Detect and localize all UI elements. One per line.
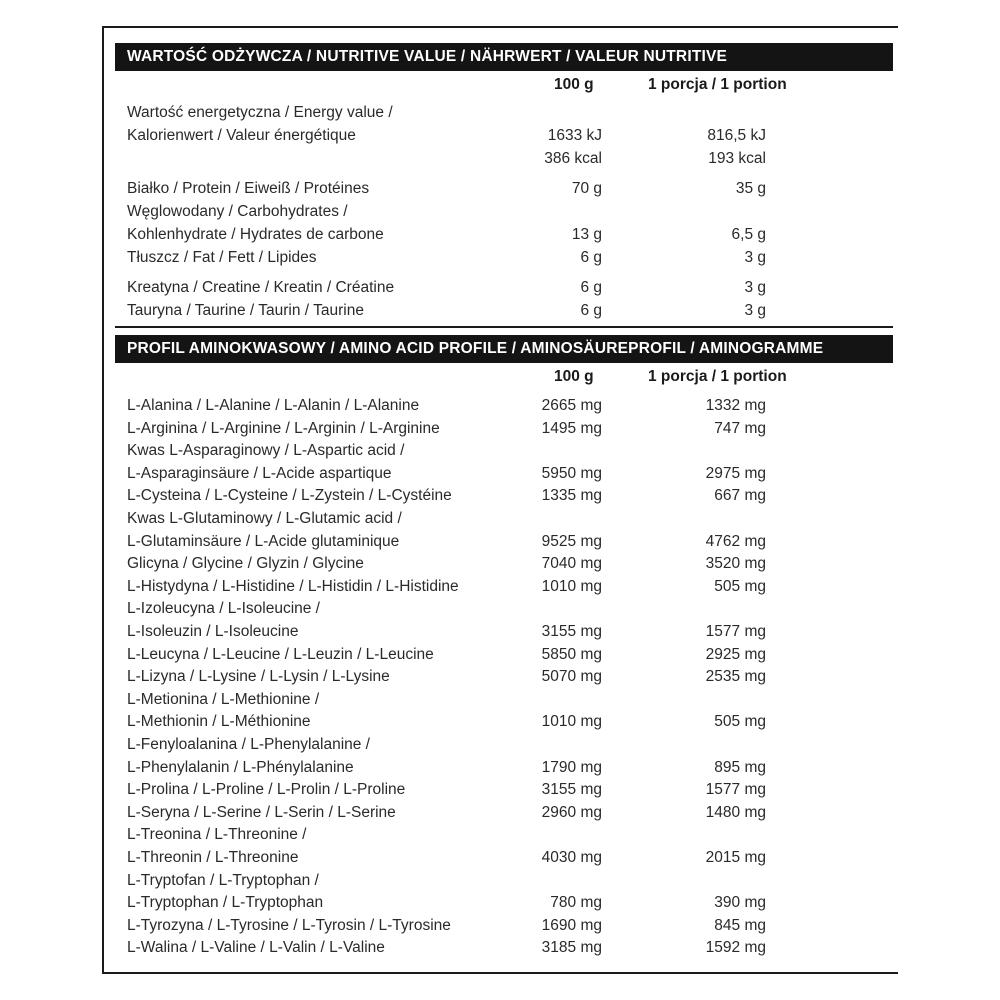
amino-row-value-portion: 895 mg — [714, 758, 766, 776]
amino-row-label: L-Alanina / L-Alanine / L-Alanin / L-Alanine — [127, 397, 420, 414]
amino-row-value-portion: 2975 mg — [705, 464, 766, 482]
taurine-portion: 3 g — [744, 302, 766, 319]
amino-row-value-portion: 390 mg — [714, 894, 766, 912]
amino-row-label: L-Prolina / L-Proline / L-Prolin / L-Proline — [127, 781, 406, 799]
energy-kcal-100g: 386 kcal — [544, 150, 602, 167]
amino-row-value-100g: 4030 mg — [541, 849, 602, 866]
amino-row-value-portion: 1592 mg — [705, 939, 766, 957]
amino-row-value-100g: 7040 mg — [541, 555, 602, 573]
amino-row-label: Kwas L-Asparaginowy / L-Aspartic acid / — [127, 442, 405, 460]
amino-row-value-portion: 505 mg — [714, 713, 766, 731]
amino-row-value-100g: 3155 mg — [541, 781, 602, 799]
amino-row-value-100g: 1495 mg — [541, 419, 602, 437]
amino-row-value-100g: 5850 mg — [541, 645, 602, 663]
amino-row-value-100g: 1690 mg — [541, 916, 602, 934]
protein-portion: 35 g — [735, 180, 766, 197]
energy-kj-portion: 816,5 kJ — [707, 127, 766, 144]
amino-row-label: L-Fenyloalanina / L-Phenylalanine / — [127, 736, 370, 753]
amino-col-portion-header: 1 porcja / 1 portion — [648, 368, 787, 385]
amino-row-label: L-Isoleuzin / L-Isoleucine — [127, 623, 299, 640]
amino-row-value-portion: 3520 mg — [705, 555, 766, 573]
amino-row-value-100g: 2960 mg — [541, 803, 602, 821]
col-portion-header: 1 porcja / 1 portion — [648, 76, 787, 93]
amino-row-label: L-Metionina / L-Methionine / — [127, 690, 320, 708]
amino-row-value-portion: 1480 mg — [705, 803, 766, 821]
col-100g-header: 100 g — [554, 76, 594, 93]
energy-label-line1: Wartość energetyczna / Energy value / — [127, 104, 393, 121]
amino-col-100g-header: 100 g — [554, 368, 594, 385]
amino-row-label: L-Asparaginsäure / L-Acide aspartique — [127, 464, 392, 482]
amino-row-value-100g: 3185 mg — [541, 939, 602, 957]
amino-row-value-portion: 1577 mg — [705, 781, 766, 799]
amino-row-value-portion: 845 mg — [714, 916, 766, 934]
amino-row-value-portion: 747 mg — [714, 419, 766, 437]
amino-row-value-portion: 4762 mg — [705, 532, 766, 550]
amino-row-value-portion: 505 mg — [714, 577, 766, 595]
amino-row-label: L-Histydyna / L-Histidine / L-Histidin / L-Histidine — [127, 577, 459, 595]
amino-row-label: Kwas L-Glutaminowy / L-Glutamic acid / — [127, 510, 402, 527]
amino-row-label: L-Threonin / L-Threonine — [127, 849, 299, 866]
amino-row-value-100g: 5950 mg — [541, 464, 602, 482]
fat-100g: 6 g — [580, 249, 602, 266]
energy-label-line2: Kalorienwert / Valeur énergétique — [127, 127, 356, 144]
amino-row-label: L-Cysteina / L-Cysteine / L-Zystein / L-Cystéine — [127, 487, 452, 505]
energy-kcal-portion: 193 kcal — [708, 150, 766, 167]
amino-row-label: L-Tryptofan / L-Tryptophan / — [127, 871, 319, 889]
creatine-label: Kreatyna / Creatine / Kreatin / Créatine — [127, 279, 395, 296]
amino-row-value-100g: 1010 mg — [541, 713, 602, 731]
amino-row-label: L-Treonina / L-Threonine / — [127, 826, 307, 844]
amino-row-label: L-Arginina / L-Arginine / L-Arginin / L-Arginine — [127, 419, 440, 437]
amino-row-value-100g: 1335 mg — [541, 487, 602, 505]
amino-row-value-portion: 2015 mg — [705, 849, 766, 866]
creatine-100g: 6 g — [580, 279, 602, 296]
amino-row-value-100g: 780 mg — [550, 894, 602, 912]
fat-portion: 3 g — [744, 249, 766, 266]
amino-row-label: L-Izoleucyna / L-Isoleucine / — [127, 600, 320, 618]
amino-row-label: L-Walina / L-Valine / L-Valin / L-Valine — [127, 939, 385, 957]
amino-row-value-portion: 667 mg — [714, 487, 766, 505]
amino-row-label: L-Methionin / L-Méthionine — [127, 713, 311, 731]
taurine-100g: 6 g — [580, 302, 602, 319]
amino-row-label: L-Lizyna / L-Lysine / L-Lysin / L-Lysine — [127, 668, 390, 686]
amino-row-value-100g: 5070 mg — [541, 668, 602, 686]
protein-label: Białko / Protein / Eiweiß / Protéines — [127, 180, 370, 197]
amino-row-value-100g: 2665 mg — [541, 397, 602, 414]
protein-100g: 70 g — [571, 180, 602, 197]
amino-row-label: L-Phenylalanin / L-Phénylalanine — [127, 758, 354, 776]
amino-row-value-100g: 9525 mg — [541, 532, 602, 550]
amino-row-value-portion: 2925 mg — [705, 645, 766, 663]
amino-row-value-portion: 1577 mg — [705, 623, 766, 640]
carb-label-line1: Węglowodany / Carbohydrates / — [127, 203, 348, 220]
creatine-portion: 3 g — [744, 279, 766, 296]
amino-row-value-portion: 1332 mg — [705, 397, 766, 414]
amino-row-label: L-Glutaminsäure / L-Acide glutaminique — [127, 532, 400, 550]
amino-header: PROFIL AMINOKWASOWY / AMINO ACID PROFILE / AMINOSÄUREPROFIL / AMINOGRAMME — [115, 335, 893, 363]
amino-row-label: L-Seryna / L-Serine / L-Serin / L-Serine — [127, 803, 396, 821]
amino-row-label: L-Tryptophan / L-Tryptophan — [127, 894, 324, 912]
fat-label: Tłuszcz / Fat / Fett / Lipides — [127, 249, 317, 266]
amino-row-label: L-Tyrozyna / L-Tyrosine / L-Tyrosin / L-Tyrosine — [127, 916, 451, 934]
amino-row-value-100g: 1790 mg — [541, 758, 602, 776]
carb-label-line2: Kohlenhydrate / Hydrates de carbone — [127, 226, 384, 243]
amino-row-label: L-Leucyna / L-Leucine / L-Leuzin / L-Leucine — [127, 645, 434, 663]
amino-row-value-100g: 3155 mg — [541, 623, 602, 640]
taurine-label: Tauryna / Taurine / Taurin / Taurine — [127, 302, 364, 319]
carb-100g: 13 g — [571, 226, 602, 243]
nutrition-header: WARTOŚĆ ODŻYWCZA / NUTRITIVE VALUE / NÄHRWERT / VALEUR NUTRITIVE — [115, 43, 893, 71]
amino-row-value-100g: 1010 mg — [541, 577, 602, 595]
amino-row-value-portion: 2535 mg — [705, 668, 766, 686]
section-divider — [115, 326, 893, 328]
amino-row-label: Glicyna / Glycine / Glyzin / Glycine — [127, 555, 364, 573]
carb-portion: 6,5 g — [731, 226, 766, 243]
energy-kj-100g: 1633 kJ — [547, 127, 602, 144]
